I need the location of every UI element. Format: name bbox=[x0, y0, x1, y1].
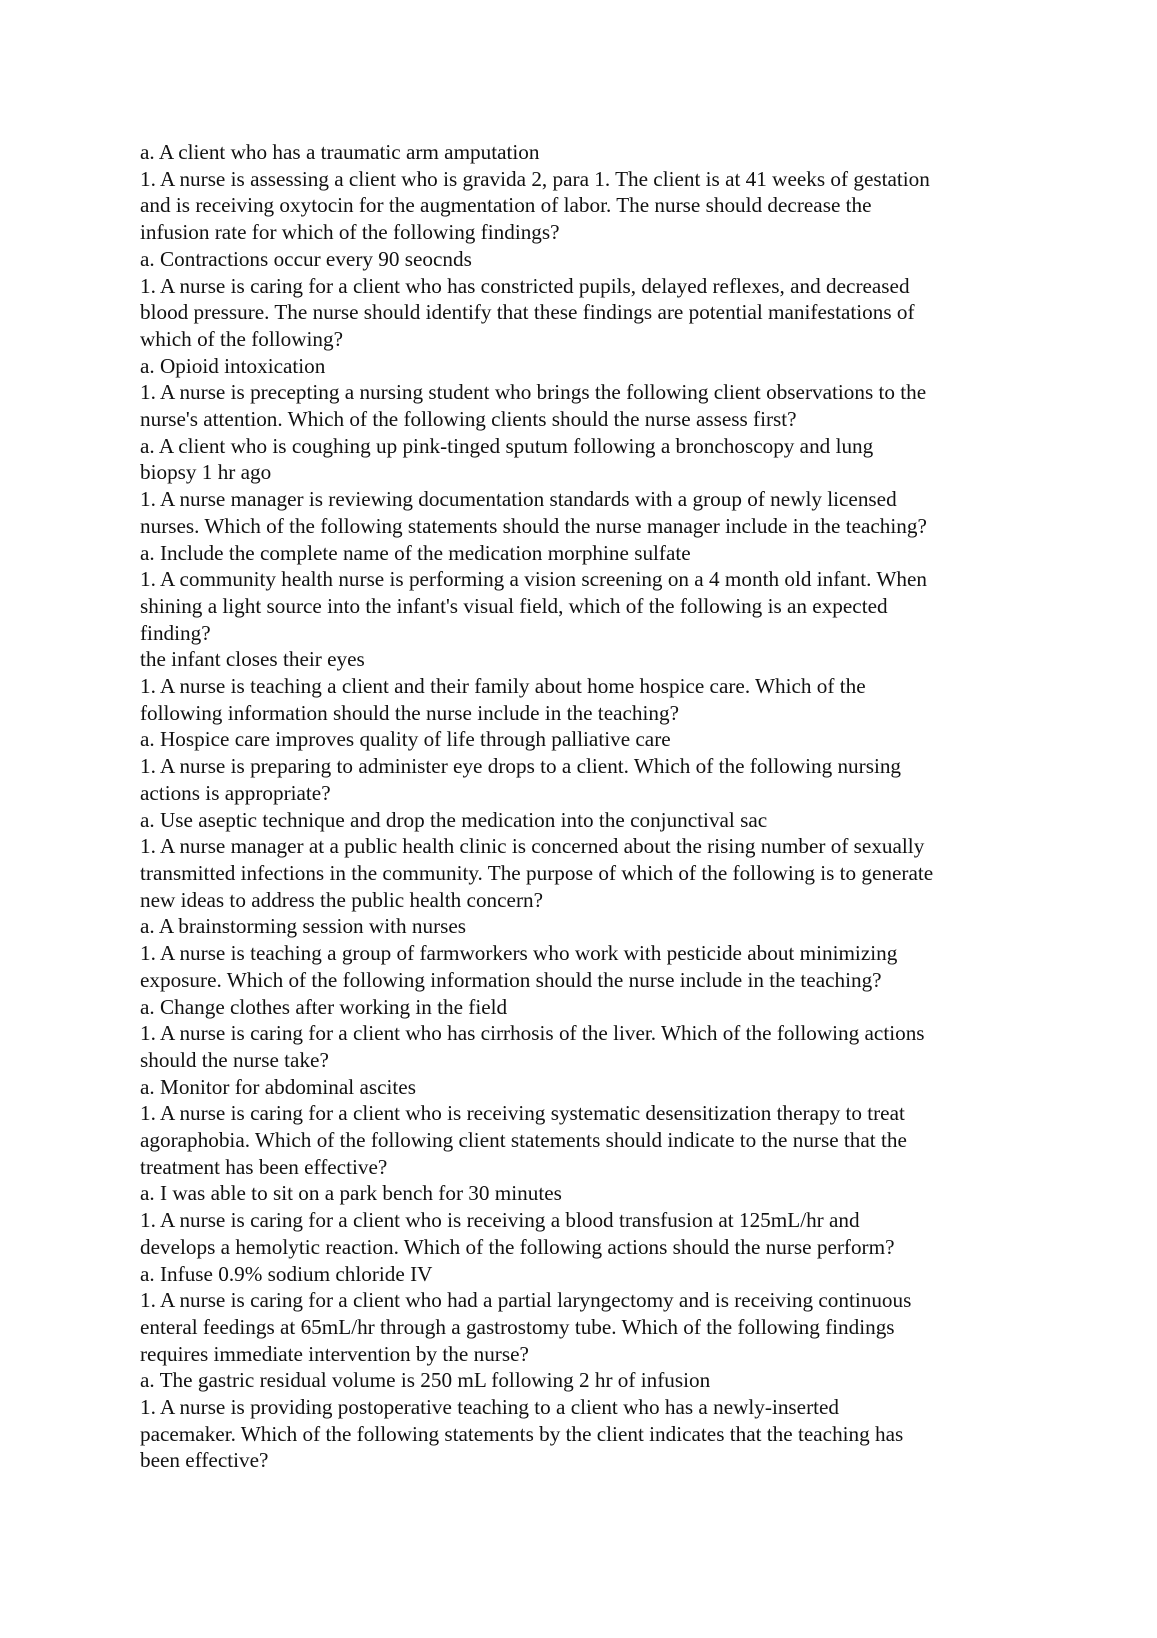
text-line: a. Monitor for abdominal ascites bbox=[140, 1074, 416, 1099]
text-line: 1. A nurse manager at a public health clinic is concerned about the rising number of sexually bbox=[140, 834, 925, 859]
text-line: shining a light source into the infant's visual field, which of the following is an expected bbox=[140, 593, 888, 618]
text-line: following information should the nurse include in the teaching? bbox=[140, 700, 679, 725]
text-line: new ideas to address the public health concern? bbox=[140, 887, 543, 912]
text-line: and is receiving oxytocin for the augmentation of labor. The nurse should decrease the bbox=[140, 193, 872, 218]
text-line: 1. A nurse is preparing to administer eye drops to a client. Which of the following nursing bbox=[140, 754, 902, 779]
text-line: actions is appropriate? bbox=[140, 780, 331, 805]
text-line: been effective? bbox=[140, 1448, 269, 1473]
text-line: a. Include the complete name of the medication morphine sulfate bbox=[140, 540, 691, 565]
text-line: 1. A nurse is caring for a client who had a partial laryngectomy and is receiving continuous bbox=[140, 1288, 912, 1313]
text-line: the infant closes their eyes bbox=[140, 647, 365, 672]
text-line: a. A client who is coughing up pink-tinged sputum following a bronchoscopy and lung bbox=[140, 433, 874, 458]
text-line: 1. A nurse is caring for a client who has cirrhosis of the liver. Which of the following actions bbox=[140, 1021, 925, 1046]
text-line: 1. A nurse manager is reviewing documentation standards with a group of newly licensed bbox=[140, 487, 897, 512]
text-line: finding? bbox=[140, 620, 211, 645]
text-line: a. I was able to sit on a park bench for 30 minutes bbox=[140, 1181, 562, 1206]
text-line: requires immediate intervention by the nurse? bbox=[140, 1341, 529, 1366]
text-line: a. Opioid intoxication bbox=[140, 353, 326, 378]
text-line: 1. A community health nurse is performing a vision screening on a 4 month old infant. When bbox=[140, 567, 927, 592]
text-line: develops a hemolytic reaction. Which of the following actions should the nurse perform? bbox=[140, 1234, 895, 1259]
text-line: 1. A nurse is teaching a client and their family about home hospice care. Which of the bbox=[140, 674, 866, 699]
text-line: treatment has been effective? bbox=[140, 1154, 388, 1179]
text-line: a. Contractions occur every 90 seocnds bbox=[140, 246, 472, 271]
text-line: 1. A nurse is assessing a client who is gravida 2, para 1. The client is at 41 weeks of gestation bbox=[140, 166, 930, 191]
text-line: a. Infuse 0.9% sodium chloride IV bbox=[140, 1261, 433, 1286]
text-line: 1. A nurse is caring for a client who is receiving systematic desensitization therapy to treat bbox=[140, 1101, 905, 1126]
text-line: a. Change clothes after working in the field bbox=[140, 994, 508, 1019]
text-line: a. A brainstorming session with nurses bbox=[140, 914, 467, 939]
text-line: a. Use aseptic technique and drop the medication into the conjunctival sac bbox=[140, 807, 768, 832]
text-line: biopsy 1 hr ago bbox=[140, 460, 272, 485]
text-line: 1. A nurse is providing postoperative teaching to a client who has a newly-inserted bbox=[140, 1395, 840, 1420]
text-line: a. The gastric residual volume is 250 mL following 2 hr of infusion bbox=[140, 1368, 711, 1393]
text-line: nurses. Which of the following statements should the nurse manager include in the teaching? bbox=[140, 513, 927, 538]
document-text-body bbox=[140, 139, 1040, 1474]
text-line: agoraphobia. Which of the following client statements should indicate to the nurse that the bbox=[140, 1128, 907, 1153]
text-line: enteral feedings at 65mL/hr through a gastrostomy tube. Which of the following findings bbox=[140, 1314, 895, 1339]
text-line: transmitted infections in the community. The purpose of which of the following is to generate bbox=[140, 860, 934, 885]
text-line: a. A client who has a traumatic arm amputation bbox=[140, 140, 540, 164]
text-line: should the nurse take? bbox=[140, 1047, 329, 1072]
text-line: infusion rate for which of the following findings? bbox=[140, 220, 560, 245]
text-line: blood pressure. The nurse should identify that these findings are potential manifestations of bbox=[140, 300, 915, 325]
text-line: exposure. Which of the following information should the nurse include in the teaching? bbox=[140, 967, 882, 992]
text-line: which of the following? bbox=[140, 326, 343, 351]
text-line: a. Hospice care improves quality of life through palliative care bbox=[140, 727, 671, 752]
text-line: 1. A nurse is teaching a group of farmworkers who work with pesticide about minimizing bbox=[140, 941, 898, 966]
text-line: 1. A nurse is precepting a nursing student who brings the following client observations to the bbox=[140, 380, 927, 405]
text-line: nurse's attention. Which of the following clients should the nurse assess first? bbox=[140, 407, 797, 432]
text-line: 1. A nurse is caring for a client who has constricted pupils, delayed reflexes, and decreased bbox=[140, 273, 910, 298]
text-line: 1. A nurse is caring for a client who is receiving a blood transfusion at 125mL/hr and bbox=[140, 1208, 860, 1233]
text-line: pacemaker. Which of the following statements by the client indicates that the teaching has bbox=[140, 1421, 904, 1446]
